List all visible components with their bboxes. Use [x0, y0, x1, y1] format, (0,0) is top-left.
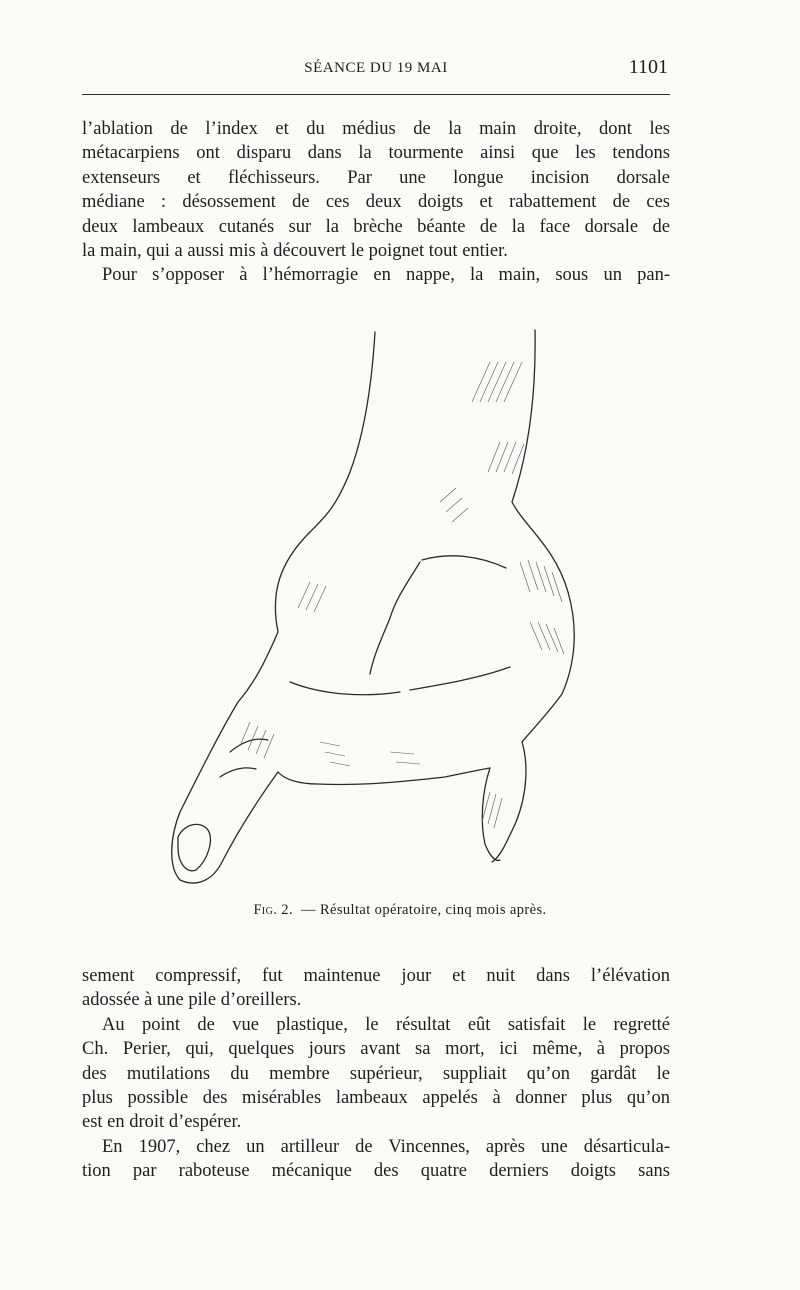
text-line: sement compressif, fut maintenue jour et nuit dans l’élévation [82, 966, 670, 986]
hand-right-outline [492, 592, 574, 862]
hatch [482, 792, 502, 828]
page-header [82, 54, 670, 88]
text-line: extenseurs et fléchisseurs. Par une longue incision dorsale [82, 167, 670, 188]
thumb-crease [220, 768, 256, 777]
scar-line [370, 562, 420, 674]
text-line: Ch. Perier, qui, quelques jours avant sa mort, ici même, à propos [82, 1039, 670, 1060]
text-line: En 1907, chez un artilleur de Vincennes, après une désarticula- [102, 1136, 670, 1157]
header-rule [82, 94, 670, 95]
text-line: adossée à une pile d’oreillers. [82, 990, 302, 1011]
little-finger [482, 768, 500, 860]
hatch [320, 742, 420, 766]
forearm-right-edge [512, 330, 568, 592]
text-line: des mutilations du membre supérieur, suppliait qu’on gardât le [82, 1063, 670, 1084]
hatch [440, 488, 468, 522]
hand-outline [172, 532, 490, 883]
hatch [298, 582, 326, 612]
figure-caption [0, 902, 800, 919]
hand-illustration [160, 322, 590, 902]
hatch [240, 722, 274, 758]
text-line: Pour s’opposer à l’hémorragie en nappe, la main, sous un pan- [102, 265, 670, 286]
forearm-left-edge [310, 332, 375, 532]
knuckle-ridge [290, 682, 400, 695]
hatch [520, 560, 562, 602]
hatch [488, 442, 524, 474]
text-line: est en droit d’espérer. [82, 1112, 242, 1133]
hatch [472, 362, 522, 402]
thumb-nail [178, 824, 210, 870]
text-block-top [82, 117, 670, 288]
running-title: SÉANCE DU 19 MAI [304, 60, 448, 76]
text-line: métacarpiens ont disparu dans la tourmente ainsi que les tendons [82, 143, 670, 164]
text-line: médiane : désossement de ces deux doigts et rabattement de ces [82, 192, 670, 213]
text-line: l’ablation de l’index et du médius de la main droite, dont les [82, 119, 670, 139]
text-line: Au point de vue plastique, le résultat eût satisfait le regretté [102, 1014, 670, 1035]
text-line: deux lambeaux cutanés sur la brèche béante de la face dorsale de [82, 216, 670, 237]
page-number: 1101 [628, 56, 668, 78]
text-line: plus possible des misérables lambeaux appelés à donner plus qu’on [82, 1088, 670, 1109]
scar-line [422, 556, 506, 568]
figure-label: Fig. 2. [253, 902, 293, 918]
hatch [530, 622, 564, 654]
text-line: tion par raboteuse mécanique des quatre derniers doigts sans [82, 1161, 670, 1182]
text-line: la main, qui a aussi mis à découvert le poignet tout entier. [82, 241, 508, 262]
text-block-bottom [82, 964, 670, 1184]
thumb-crease [230, 739, 268, 752]
figure-caption-text: — Résultat opératoire, cinq mois après. [301, 902, 547, 918]
knuckle-ridge [410, 667, 510, 690]
